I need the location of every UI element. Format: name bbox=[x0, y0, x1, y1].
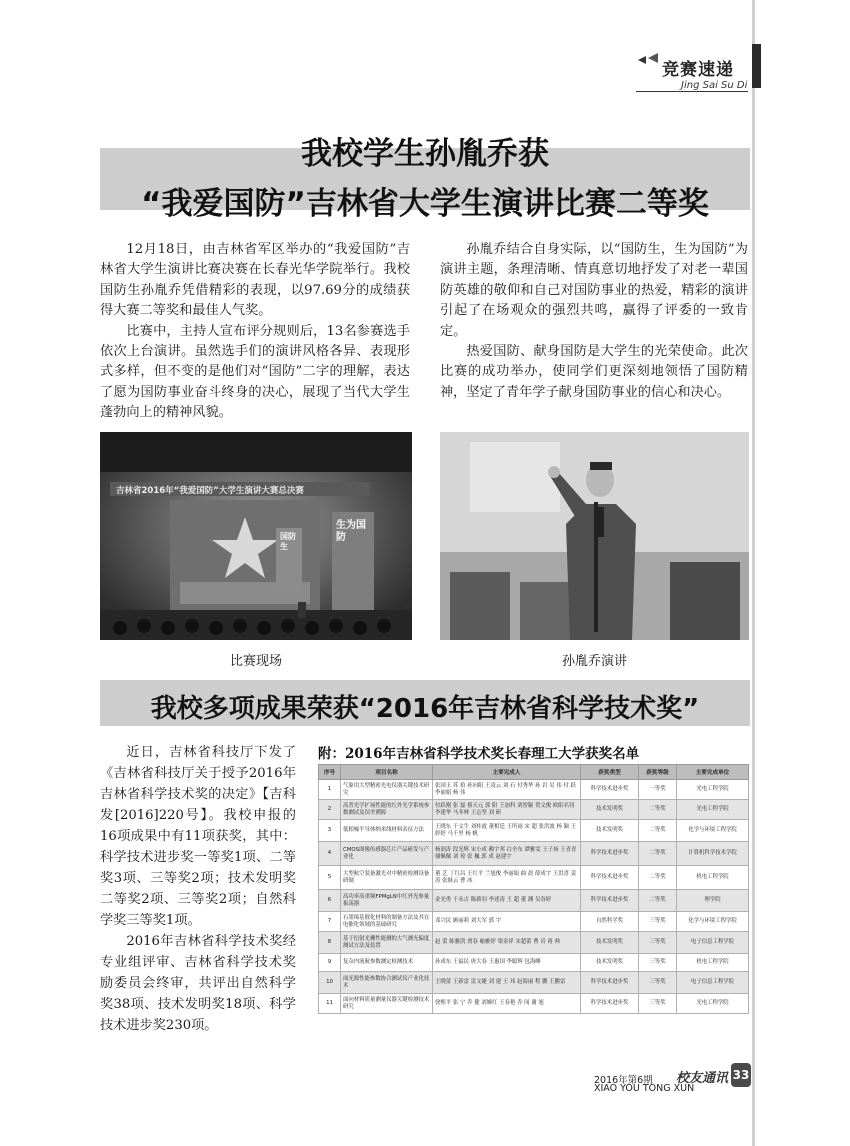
table-row bbox=[319, 972, 749, 994]
competition-stage-photo bbox=[100, 432, 412, 640]
table-row bbox=[319, 820, 749, 842]
footer-pinyin: XIAO YOU TONG XUN bbox=[594, 1083, 695, 1094]
article1-paragraph: 热爱国防、献身国防是大学生的光荣使命。此次比赛的成功举办，使同学们更深刻地领悟了国防精神，坚定了青年学子献身国防事业的信心和决心。 bbox=[440, 344, 748, 400]
table-cell-idx: 6 bbox=[319, 890, 341, 912]
award-table-title: 附：2016年吉林省科学技术奖长春理工大学获奖名单 bbox=[318, 746, 640, 762]
photo1-caption: 比赛现场 bbox=[229, 654, 282, 669]
article1-paragraph: 12月18日，由吉林省军区举办的“我爱国防”吉林省大学生演讲比赛决赛在长春光华学院举行。我校国防生孙胤乔凭借精彩的表现，以97.69分的成绩获得大赛二等奖和最佳人气奖。 bbox=[100, 242, 410, 319]
section-underline bbox=[636, 91, 748, 92]
article1-paragraph: 比赛中，主持人宣布评分规则后，13名参赛选手依次上台演讲。虽然选手们的演讲风格各异、表现形式多样，但不变的是他们对“国防”二字的理解，表达了愿为国防事业奋斗终身的决心，展现了当代大学生蓬勃向上的精神风貌。 bbox=[100, 323, 410, 421]
page-number: 33 bbox=[731, 1063, 751, 1087]
table-cell-proj: 面向材料质量测量仪器关键检测技术研究 bbox=[341, 994, 433, 1014]
table-cell-unit: 化学与环境工程学院 bbox=[677, 912, 749, 932]
table-cell-people: 邓兴民 顾丽莉 刘大军 郭 宇 bbox=[433, 912, 581, 932]
table-cell-idx: 1 bbox=[319, 780, 341, 800]
table-cell-proj: 大型航空装备激光对中精密检测设备研制 bbox=[341, 866, 433, 890]
table-cell-type: 技术发明奖 bbox=[581, 800, 639, 820]
table-cell-level: 三等奖 bbox=[639, 932, 677, 954]
table-cell-people: 董 艺 丁红昌 王红平 兰旭俊 李丽娟 曲 晨 薛成宇 王洪喜 姜 涛 张继云 曹 冰 bbox=[433, 866, 581, 890]
table-cell-level: 三等奖 bbox=[639, 972, 677, 994]
table-cell-people: 金光勇 于永吉 陈薪羽 李述涛 王 超 董 渊 吴春婷 bbox=[433, 890, 581, 912]
section-pinyin: Jing Sai Su Di bbox=[681, 80, 748, 91]
table-cell-unit: 化学与环境工程学院 bbox=[677, 820, 749, 842]
table-cell-idx: 7 bbox=[319, 912, 341, 932]
article2-paragraph: 近日，吉林省科技厅下发了《吉林省科技厅关于授予2016年吉林省科学技术奖的决定》【吉科发[2016]220号】。我校申报的16项成果中有11项获奖，其中：科学技术进步奖一等奖1项、二等奖3项、三等奖2项；技术发明奖二等奖2项、三等奖2项；自然科学奖三等奖1项。 bbox=[100, 745, 296, 928]
speaker-illustration bbox=[440, 432, 749, 640]
header-cell-people: 主要完成人 bbox=[433, 765, 581, 780]
table-cell-proj: 气象用大型精密光电仪器关键技术研究 bbox=[341, 780, 433, 800]
table-cell-type: 技术发明奖 bbox=[581, 954, 639, 972]
table-cell-unit: 理学院 bbox=[677, 890, 749, 912]
table-cell-idx: 5 bbox=[319, 866, 341, 890]
table-cell-people: 赵 蕾 陈雅凯 贾春 喻雅婷 梁金祥 宋超蕾 曹 岩 蒋 帅 bbox=[433, 932, 581, 954]
table-cell-level: 二等奖 bbox=[639, 820, 677, 842]
article2-paragraph: 2016年吉林省科学技术奖经专业组评审、吉林省科学技术奖励委员会终审，共评出自然科学奖38项、技术发明奖18项、科学技术进步奖230项。 bbox=[100, 934, 296, 1033]
table-cell-type: 科学技术进步奖 bbox=[581, 866, 639, 890]
table-cell-level: 二等奖 bbox=[639, 890, 677, 912]
table-row bbox=[319, 932, 749, 954]
article1-left-column bbox=[100, 240, 410, 424]
table-cell-type: 科学技术进步奖 bbox=[581, 780, 639, 800]
table-cell-proj: 低相噪半导体纳米线材料表征方法 bbox=[341, 820, 433, 842]
section-title: 竞赛速递 bbox=[662, 60, 734, 80]
table-cell-people: 王晓东 于文生 刘桂霞 董相廷 王所雨 宋 超 张洪波 杨 颖 王婷婷 马千里 杨 帆 bbox=[433, 820, 581, 842]
header-cell-type: 获奖类型 bbox=[581, 765, 639, 780]
table-cell-unit: 机电工程学院 bbox=[677, 866, 749, 890]
article1-title-line1: 我校学生孙胤乔获 bbox=[301, 136, 549, 172]
table-cell-people: 徐熙平 张 宁 乔 健 刘婉红 王春艳 乔 闯 谢 旭 bbox=[433, 994, 581, 1014]
header-cell-level: 获奖等级 bbox=[639, 765, 677, 780]
table-cell-level: 三等奖 bbox=[639, 954, 677, 972]
header-cell-project: 项目名称 bbox=[341, 765, 433, 780]
table-cell-idx: 2 bbox=[319, 800, 341, 820]
table-cell-type: 科学技术进步奖 bbox=[581, 994, 639, 1014]
article2-title: 我校多项成果荣获“2016年吉林省科学技术奖” bbox=[150, 694, 700, 724]
award-table bbox=[318, 764, 749, 1014]
table-cell-idx: 11 bbox=[319, 994, 341, 1014]
speaker-photo bbox=[440, 432, 749, 640]
table-cell-proj: 面光源性能参数协合测试仪产业化技术 bbox=[341, 972, 433, 994]
table-cell-level: 一等奖 bbox=[639, 780, 677, 800]
table-cell-proj: 基于衍射光栅性能测的大气测光偏度测试方法及装置 bbox=[341, 932, 433, 954]
table-cell-level: 三等奖 bbox=[639, 912, 677, 932]
table-row bbox=[319, 994, 749, 1014]
award-table-header-row bbox=[319, 765, 749, 780]
table-row bbox=[319, 890, 749, 912]
header-cell-index: 序号 bbox=[319, 765, 341, 780]
table-row bbox=[319, 912, 749, 932]
table-row bbox=[319, 866, 749, 890]
header-cell-unit: 主要完成单位 bbox=[677, 765, 749, 780]
table-cell-people: 杨润涛 段光辉 宋小成 赖宇邦 白全东 谭雅雯 王子扬 王青青 谢佩佩 刘 琼 张 巍 郭 成 赵建宇 bbox=[433, 842, 581, 866]
table-cell-proj: 高普光学扩展性能的红外光学系统参数测试及误差溯源 bbox=[341, 800, 433, 820]
stage-side-text: 生为国防 bbox=[336, 520, 366, 543]
table-cell-type: 技术发明奖 bbox=[581, 932, 639, 954]
section-marker-bar bbox=[752, 44, 761, 88]
table-cell-idx: 8 bbox=[319, 932, 341, 954]
table-cell-people: 孙成东 王福民 唐大春 王惠国 李聪辉 包海峰 bbox=[433, 954, 581, 972]
article2-text-column bbox=[100, 742, 296, 1036]
table-cell-type: 自然科学奖 bbox=[581, 912, 639, 932]
table-cell-unit: 机电工程学院 bbox=[677, 954, 749, 972]
table-cell-people: 王晓蕾 王新雷 雷文婕 刘 建 王 玮 赵海丽 程 鹏 王鹏雷 bbox=[433, 972, 581, 994]
table-cell-unit: 计算机科学技术学院 bbox=[677, 842, 749, 866]
table-cell-level: 二等奖 bbox=[639, 800, 677, 820]
table-cell-proj: 石墨烯基催化材料的制备方法及其在电催化领域的基础研究 bbox=[341, 912, 433, 932]
article1-paragraph: 孙胤乔结合自身实际，以“国防生，生为国防”为演讲主题，条理清晰、情真意切地抒发了对老一辈国防英雄的敬仰和自己对国防事业的热爱，精彩的演讲引起了在场观众的强烈共鸣，赢得了评委的一致肯定。 bbox=[440, 242, 748, 339]
table-cell-proj: 复杂内流航参数测定检测技术 bbox=[341, 954, 433, 972]
table-row bbox=[319, 954, 749, 972]
table-cell-idx: 10 bbox=[319, 972, 341, 994]
table-row bbox=[319, 842, 749, 866]
table-cell-type: 科学技术进步奖 bbox=[581, 972, 639, 994]
table-cell-people: 付跃刚 张 磊 蔡天元 郭 阳 王加科 刘智颖 贺文俊 欧阳名钊 李建华 马冬林 王志坚 刘 研 bbox=[433, 800, 581, 820]
table-cell-type: 技术发明奖 bbox=[581, 820, 639, 842]
table-row bbox=[319, 800, 749, 820]
table-cell-level: 三等奖 bbox=[639, 994, 677, 1014]
table-cell-unit: 电子信息工程学院 bbox=[677, 932, 749, 954]
table-cell-people: 张国玉 苏 拾 孙向阳 王凌云 刘 石 付秀华 孙 岩 吴 伟 付 跃 李丽娟 杨 伟 bbox=[433, 780, 581, 800]
table-cell-unit: 光电工程学院 bbox=[677, 800, 749, 820]
table-cell-proj: CMOS图像传感器芯片产品研发与产业化 bbox=[341, 842, 433, 866]
table-cell-idx: 3 bbox=[319, 820, 341, 842]
award-table-body bbox=[319, 780, 749, 1014]
article1-right-column bbox=[440, 240, 748, 403]
table-cell-proj: 高功率高重频FPMgLN中红外光参量振荡器 bbox=[341, 890, 433, 912]
table-cell-level: 二等奖 bbox=[639, 866, 677, 890]
footer-brand: 校友通讯 bbox=[676, 1071, 729, 1086]
table-cell-unit: 光电工程学院 bbox=[677, 780, 749, 800]
footer-issue: 2016年第6期 bbox=[594, 1075, 653, 1086]
table-cell-unit: 光电工程学院 bbox=[677, 994, 749, 1014]
stage-screen-text: 国防生 bbox=[280, 532, 296, 551]
table-cell-level: 二等奖 bbox=[639, 842, 677, 866]
table-cell-idx: 4 bbox=[319, 842, 341, 866]
stage-banner-text: 吉林省2016年“我爱国防”大学生演讲大赛总决赛 bbox=[116, 486, 304, 496]
table-cell-type: 科学技术进步奖 bbox=[581, 842, 639, 866]
photo2-caption: 孙胤乔演讲 bbox=[561, 654, 627, 669]
table-cell-idx: 9 bbox=[319, 954, 341, 972]
article1-title-line2: “我爱国防”吉林省大学生演讲比赛二等奖 bbox=[141, 186, 709, 222]
table-cell-type: 科学技术进步奖 bbox=[581, 890, 639, 912]
table-cell-unit: 电子信息工程学院 bbox=[677, 972, 749, 994]
table-row bbox=[319, 780, 749, 800]
